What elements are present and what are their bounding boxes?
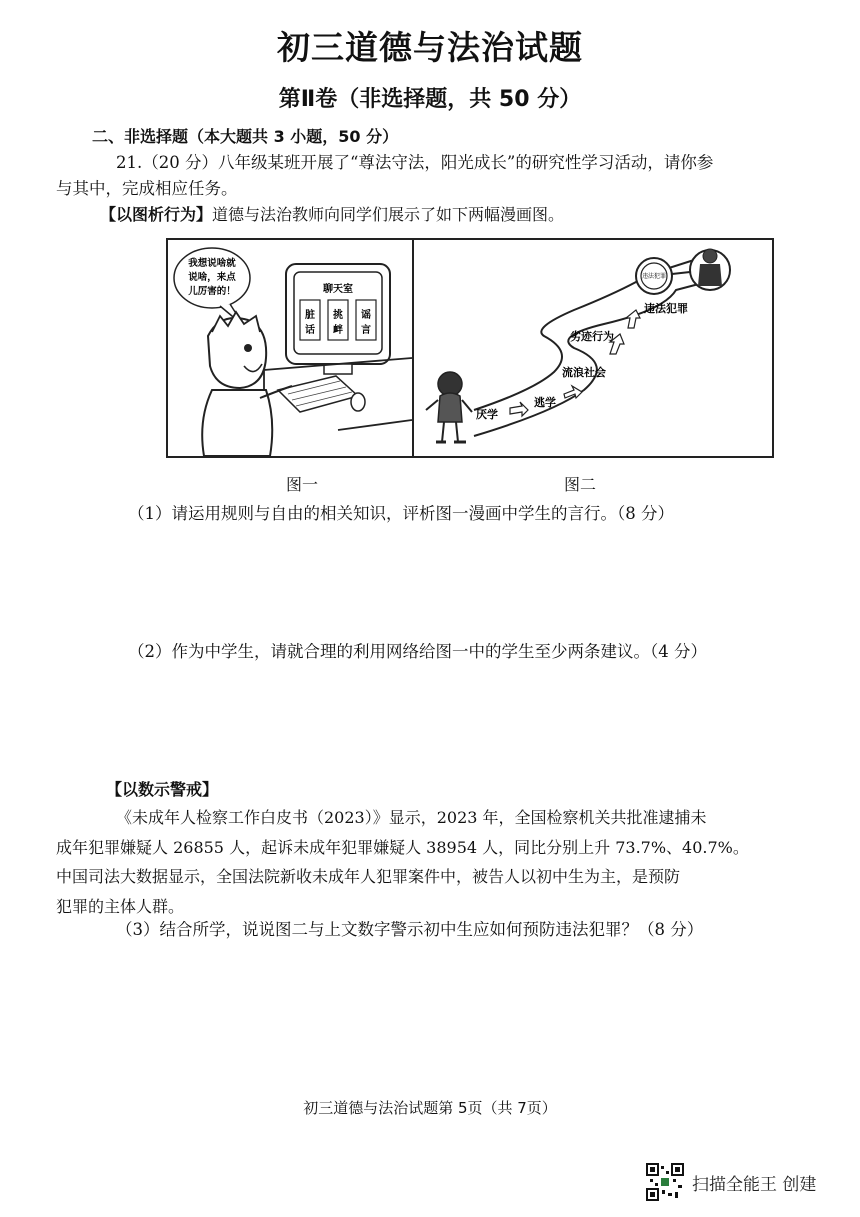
- warning-line-1: 《未成年人检察工作白皮书（2023）》显示，2023 年，全国检察机关共批准逮捕未: [116, 808, 707, 827]
- speech-line-1: 我想说啥就: [188, 258, 236, 269]
- word-provoke: 挑: [333, 310, 343, 321]
- figure-1-caption: 图一: [286, 475, 319, 494]
- graph-intro-label: 【以图析行为】: [100, 205, 213, 224]
- question-21-line1: 21.（20 分）八年级某班开展了“尊法守法，阳光成长”的研究性学习活动，请你参: [116, 153, 714, 172]
- chatroom-title: 聊天室: [323, 284, 353, 295]
- word-provoke-2: 衅: [333, 325, 343, 336]
- qr-code-icon: [646, 1163, 684, 1201]
- graph-intro-text: 道德与法治教师向同学们展示了如下两幅漫画图。: [212, 205, 565, 224]
- warning-paragraph: [56, 803, 806, 921]
- question-3: （3）结合所学，说说图二与上文数字警示初中生应如何预防违法犯罪？（8 分）: [116, 920, 704, 939]
- warning-label: 【以数示警戒】: [106, 780, 219, 799]
- question-21-intro: [56, 150, 806, 202]
- step-3-label: 流浪社会: [562, 366, 606, 379]
- scanner-watermark: [646, 1162, 846, 1202]
- warning-line-2: 成年犯罪嫌疑人 26855 人，起诉未成年犯罪嫌疑人 38954 人，同比分别上升 73.7%、40.7%。: [56, 837, 749, 857]
- comic-figures: [166, 238, 774, 458]
- warning-line-4: 犯罪的主体人群。: [56, 896, 185, 916]
- watermark-text: 扫描全能王 创建: [692, 1174, 817, 1195]
- step-4-label: 劣迹行为: [570, 330, 614, 343]
- step-5-label: 违法犯罪: [644, 302, 688, 315]
- figure-1-comic: [168, 240, 412, 456]
- question-1: （1）请运用规则与自由的相关知识，评析图一漫画中学生的言行。（8 分）: [128, 504, 674, 523]
- figure-2-caption: 图二: [564, 475, 597, 494]
- word-rumor: 谣: [361, 310, 371, 321]
- volume-subtitle: 第Ⅱ卷（非选择题，共 50 分）: [278, 87, 582, 112]
- step-2-label: 逃学: [534, 396, 556, 409]
- arrow-4-icon: [626, 310, 640, 328]
- speech-line-2: 说啥，来点: [188, 272, 236, 283]
- page-title: 初三道德与法治试题: [277, 28, 583, 67]
- question-2: （2）作为中学生，请就合理的利用网络给图一中的学生至少两条建议。（4 分）: [128, 642, 707, 661]
- figure-2-comic: [414, 240, 772, 456]
- word-dirty-2: 话: [305, 325, 315, 336]
- arrow-1-icon: [510, 402, 528, 416]
- section-heading: 二、非选择题（本大题共 3 小题，50 分）: [92, 127, 399, 146]
- cuff-label: 违法犯罪: [641, 273, 667, 280]
- step-1-label: 厌学: [476, 408, 498, 421]
- graph-intro: [100, 202, 564, 225]
- word-rumor-2: 言: [361, 325, 371, 336]
- question-21-line2: 与其中，完成相应任务。: [56, 179, 238, 198]
- warning-line-3: 中国司法大数据显示，全国法院新收未成年人犯罪案件中，被告人以初中生为主，是预防: [56, 867, 681, 886]
- page-footer: 初三道德与法治试题第 5页（共 7页）: [303, 1099, 557, 1117]
- speech-line-3: 儿厉害的！: [188, 286, 236, 297]
- word-dirty: 脏: [305, 310, 315, 321]
